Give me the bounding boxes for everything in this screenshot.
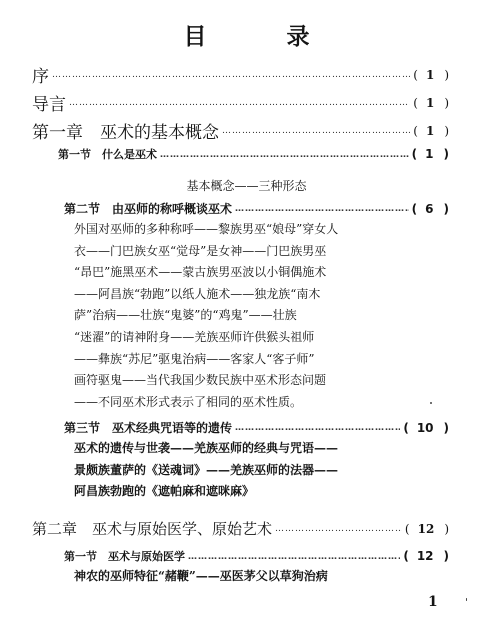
leader-dots xyxy=(222,126,410,135)
summary-line: 景颇族董萨的《送魂词》——羌族巫师的法器—— xyxy=(74,462,339,477)
toc-entry-label: 第三节 巫术经典咒语等的遗传 xyxy=(64,421,233,435)
leader-dots xyxy=(188,552,400,561)
toc-entry-page: ( 1 ) xyxy=(411,147,449,161)
toc-entry-page: ( 1 ) xyxy=(413,95,449,110)
toc-entry-label: 第二章 巫术与原始医学、原始艺术 xyxy=(32,520,273,538)
leader-dots xyxy=(52,70,410,79)
section-summary xyxy=(74,566,414,588)
toc-entry-chapter-1[interactable] xyxy=(32,118,449,143)
toc-entry-label: 第一章 巫术的基本概念 xyxy=(32,123,219,143)
summary-line: 衣——门巴族女巫“觉母”是女神——门巴族男巫 xyxy=(74,243,327,258)
toc-entry-label: 导言 xyxy=(32,95,66,115)
toc-entry-page: ( 1 ) xyxy=(413,123,449,138)
summary-line: 巫术的遗传与世袭——羌族巫师的经典与咒语—— xyxy=(74,441,339,455)
summary-line: 萨”治病——壮族“鬼婆”的“鸡鬼”——壮族 xyxy=(74,308,297,323)
toc-entry-page: ( 6 ) xyxy=(411,201,449,216)
section-summary xyxy=(74,219,414,413)
summary-line: ——不同巫术形式表示了相同的巫术性质。 xyxy=(74,394,303,409)
page-title: 目 录 xyxy=(183,23,346,50)
toc-entry-introduction[interactable] xyxy=(32,90,449,115)
page-number: 1 xyxy=(428,594,438,610)
summary-line: 外国对巫师的多种称呼——黎族男巫“娘母”穿女人 xyxy=(74,222,339,236)
leader-dots xyxy=(235,204,409,213)
toc-entry-label: 序 xyxy=(32,67,49,87)
scan-speck xyxy=(430,402,432,404)
toc-entry-label: 第一节 巫术与原始医学 xyxy=(64,550,185,563)
toc-entry-chapter-2[interactable] xyxy=(32,518,449,539)
leader-dots xyxy=(69,98,410,107)
section-summary xyxy=(74,438,414,503)
summary-line: “迷濯”的请神附身——羌族巫师许供猴头祖师 xyxy=(74,329,315,344)
toc-entry-section-1-1[interactable] xyxy=(58,146,449,162)
toc-entry-label: 第二节 由巫师的称呼概谈巫术 xyxy=(64,202,233,216)
toc-entry-section-2-1[interactable] xyxy=(64,548,449,564)
summary-line: 阿昌族勃跑的《遮帕麻和遮咪麻》 xyxy=(74,484,255,499)
toc-entry-page: ( 12 ) xyxy=(403,549,449,563)
toc-entry-section-1-2[interactable] xyxy=(64,200,449,217)
toc-entry-page: ( 1 ) xyxy=(413,67,449,82)
leader-dots xyxy=(235,423,400,432)
summary-line: ——阿昌族“勃跑”以纸人施术——独龙族“南木 xyxy=(74,286,321,301)
toc-entry-preface[interactable] xyxy=(32,62,449,87)
toc-entry-section-1-3[interactable] xyxy=(64,419,449,436)
summary-line: 神农的巫师特征“赭鞭”——巫医茅父以草狗治病 xyxy=(74,569,328,583)
section-summary: 基本概念——三种形态 xyxy=(186,179,307,193)
summary-line: ——彝族“苏尼”驱鬼治病——客家人“客子师” xyxy=(74,351,315,366)
toc-entry-label: 第一节 什么是巫术 xyxy=(58,148,157,161)
scan-speck xyxy=(466,598,467,601)
toc-entry-page: ( 12 ) xyxy=(404,521,449,536)
summary-line: 画符驱鬼——当代我国少数民族中巫术形态问题 xyxy=(74,373,327,388)
toc-entry-page: ( 10 ) xyxy=(403,420,449,435)
leader-dots xyxy=(160,150,409,159)
leader-dots xyxy=(275,524,402,533)
summary-line: “昂巴”施黑巫术——蒙古族男巫波以小铜偶施术 xyxy=(74,265,327,280)
